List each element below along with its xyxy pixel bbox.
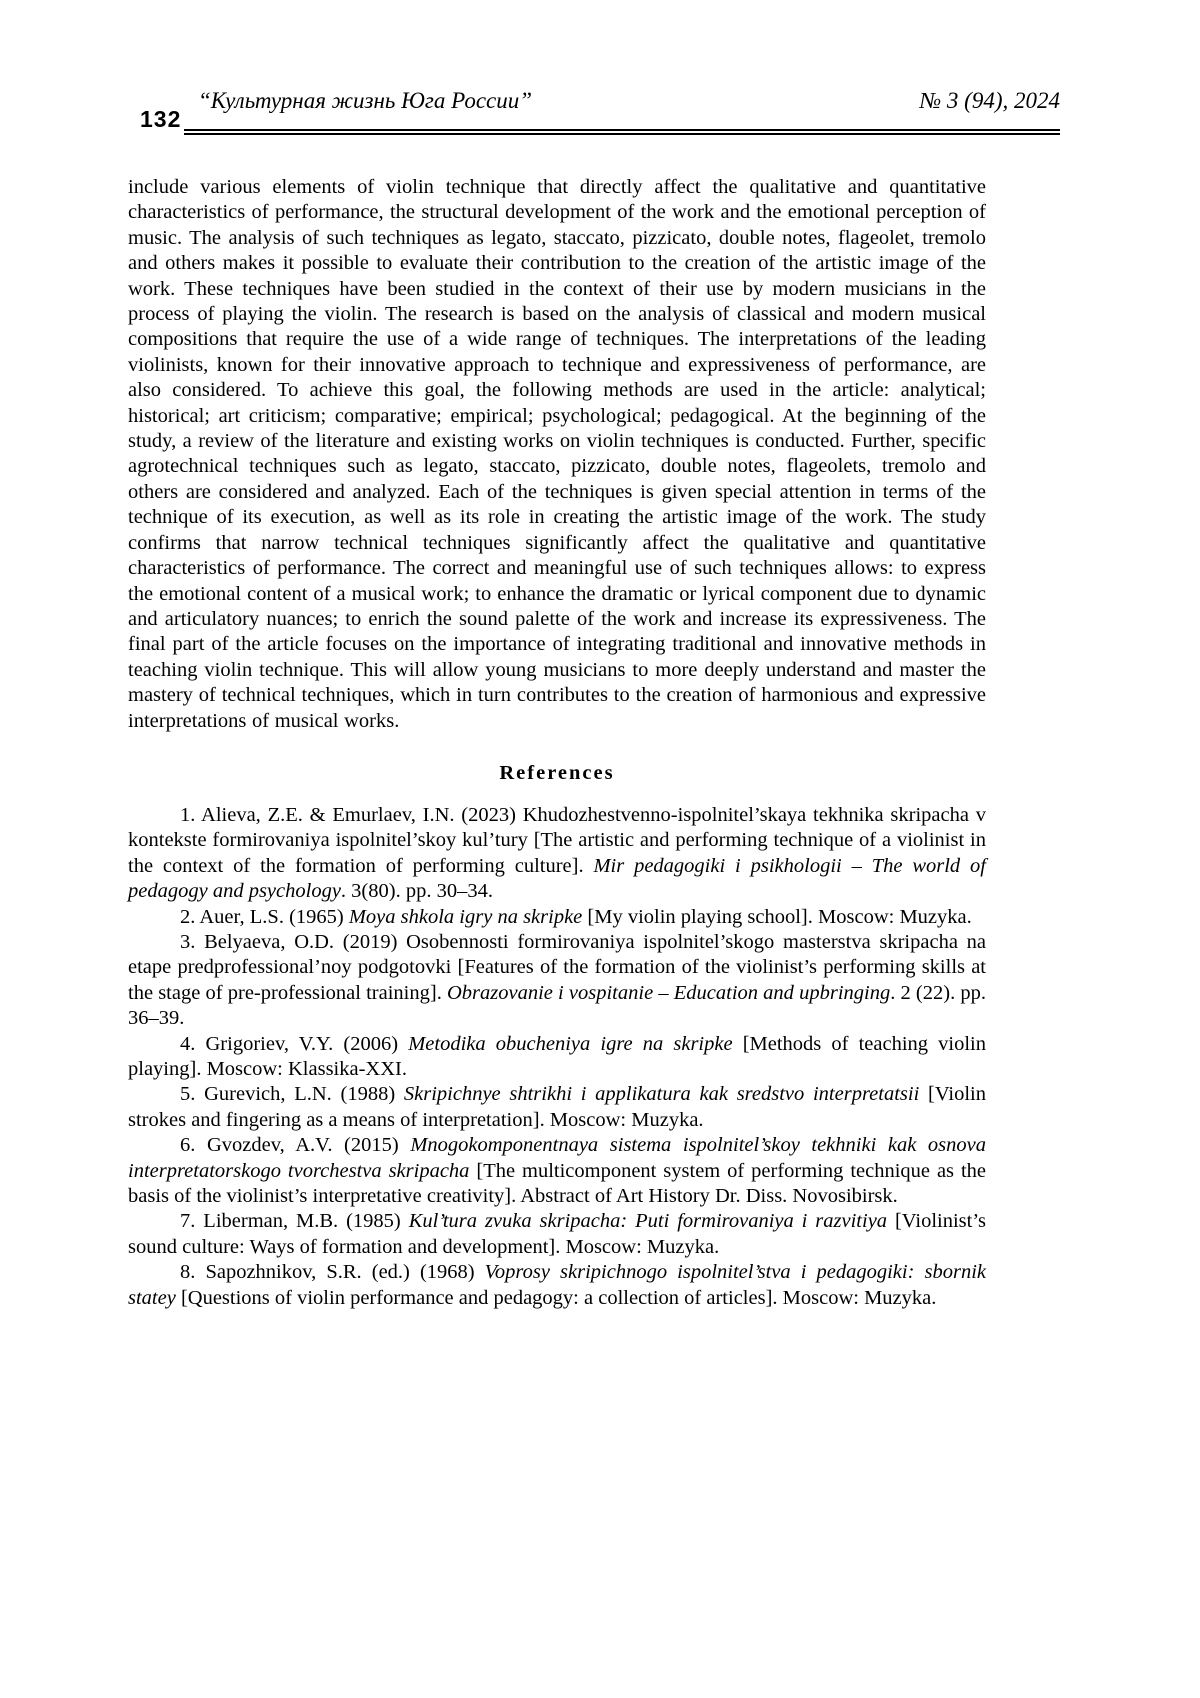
reference-item <box>128 930 986 1032</box>
reference-text: [Violinist’s sound culture: Ways of formation and development]. Moscow: Muzyka. <box>128 1210 986 1258</box>
reference-text: 5. Gurevich, L.N. (1988) <box>180 1083 404 1106</box>
journal-title: “Культурная жизнь Юга России” <box>198 88 533 113</box>
reference-title-italic: Skripichnye shtrikhi i applikatura kak sredstvo interpretatsii <box>403 1083 920 1106</box>
abstract-paragraph: include various elements of violin technique that directly affect the qualitative and quantitative characteristics of performance, the structural development of the work and the emotional perception of music. The analysis of such techniques as legato, staccato, pizzicato, double notes, flageolet, tremolo and others makes it possible to evaluate their contribution to the creation of the artistic image of the work. These techniques have been studied in the context of their use by modern musicians in the process of playing the violin. The research is based on the analysis of classical and modern musical compositions that require the use of a wide range of techniques. The interpretations of the leading violinists, known for their innovative approach to technique and expressiveness of performance, are also considered. To achieve this goal, the following methods are used in the article: analytical; historical; art criticism; comparative; empirical; psychological; pedagogical. At the beginning of the study, a review of the literature and existing works on violin techniques is conducted. Further, specific agrotechnical techniques such as legato, staccato, pizzicato, double notes, flageolets, tremolo and others are considered and analyzed. Each of the techniques is given special attention in terms of the technique of its execution, as well as its role in creating the artistic image of the work. The study confirms that narrow technical techniques significantly affect the qualitative and quantitative characteristics of performance. The correct and meaningful use of such techniques allows: to express the emotional content of a musical work; to enhance the dramatic or lyrical component due to dynamic and articulatory nuances; to enrich the sound palette of the work and increase its expressiveness. The final part of the article focuses on the importance of integrating traditional and innovative methods in teaching violin technique. This will allow young musicians to more deeply understand and master the mastery of technical techniques, which in turn contributes to the creation of harmonious and expressive interpretations of musical works. <box>128 176 986 732</box>
reference-text: . 2 (22). pp. 36–39. <box>128 981 986 1030</box>
page-content <box>128 175 986 1311</box>
reference-text: [Questions of violin performance and pedagogy: a collection of articles]. Moscow: Muzyka. <box>175 1286 937 1309</box>
reference-title-italic: Obrazovanie i vospitanie – Education and upbringing <box>446 981 891 1004</box>
reference-item <box>128 1082 986 1133</box>
reference-item <box>128 1209 986 1260</box>
reference-text: [Violin strokes and fingering as a means of interpretation]. Moscow: Muzyka. <box>128 1083 986 1131</box>
reference-item <box>128 1133 986 1209</box>
reference-text: 8. Sapozhnikov, S.R. (ed.) (1968) <box>180 1261 485 1284</box>
reference-title-italic: Mir pedagogiki i psikhologii – The world of pedagogy and psychology <box>128 854 986 903</box>
reference-text: 7. Liberman, M.B. (1985) <box>180 1210 409 1233</box>
reference-title-italic: Moya shkola igry na skripke <box>348 905 583 928</box>
reference-item <box>128 803 986 905</box>
reference-text: 3. Belyaeva, O.D. (2019) Osobennosti formirovaniya ispolnitel’skogo masterstva skripacha na etape predprofessional’noy podgotovki [Features of the formation of the violinist’s performing skills at the stage of pre-professional training]. <box>128 930 986 1004</box>
reference-text: 1. Alieva, Z.E. & Emurlaev, I.N. (2023) Khudozhestvenno-ispolnitel’skaya tekhnika skripacha v kontekste formirovaniya ispolnitel’skoy kul’tury [The artistic and performing technique of a violinist in the context of the formation of performing culture]. <box>128 803 986 877</box>
reference-item <box>128 905 986 930</box>
reference-text: . 3(80). pp. 30–34. <box>340 880 493 903</box>
reference-text: 4. Grigoriev, V.Y. (2006) <box>180 1032 409 1055</box>
page-header <box>140 88 1060 130</box>
page-number: 132 <box>140 106 182 132</box>
references-list <box>128 803 986 1311</box>
reference-title-italic: Kul’tura zvuka skripacha: Puti formirovaniya i razvitiya <box>408 1210 888 1233</box>
reference-item <box>128 1260 986 1311</box>
reference-title-italic: Metodika obucheniya igre na skripke <box>408 1032 733 1055</box>
reference-title-italic: Mnogokomponentnaya sistema ispolnitel’skoy tekhniki kak osnova interpretatorskogo tvorchestva skripacha <box>128 1134 986 1182</box>
reference-text: 2. Auer, L.S. (1965) <box>180 905 349 928</box>
reference-text: 6. Gvozdev, A.V. (2015) <box>180 1134 411 1157</box>
reference-text: [Methods of teaching violin playing]. Moscow: Klassika-XXI. <box>128 1032 986 1080</box>
reference-text: [The multicomponent system of performing technique as the basis of the violinist’s interpretative creativity]. Abstract of Art History Dr. Diss. Novosibirsk. <box>128 1159 987 1208</box>
issue-info: № 3 (94), 2024 <box>919 88 1060 113</box>
reference-title-italic: Voprosy skripichnogo ispolnitel’stva i pedagogiki: sbornik statey <box>128 1261 986 1309</box>
reference-item <box>128 1032 986 1083</box>
reference-text: [My violin playing school]. Moscow: Muzyka. <box>582 905 972 928</box>
header-divider <box>184 129 1060 135</box>
references-heading: References <box>499 761 615 784</box>
